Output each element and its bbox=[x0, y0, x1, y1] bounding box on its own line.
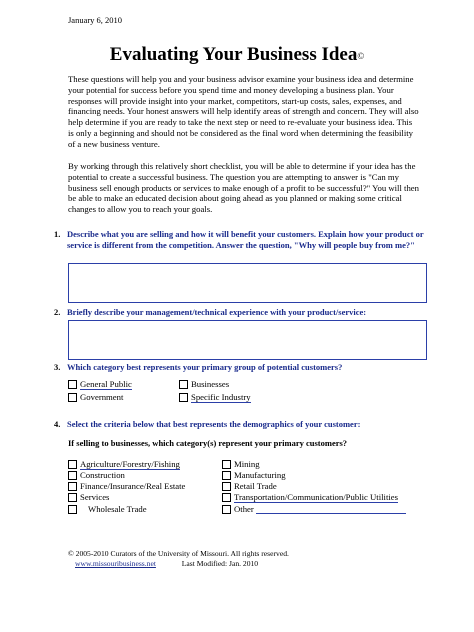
answer-field-2[interactable] bbox=[68, 320, 427, 360]
question-number: 4. bbox=[54, 419, 61, 429]
question-4-subheading: If selling to businesses, which category(s) represent your primary customers? bbox=[68, 438, 348, 448]
checkbox-label: Transportation/Communication/Public Utilities bbox=[234, 492, 399, 502]
checkbox-square[interactable] bbox=[68, 505, 77, 514]
checkbox-label: General Public bbox=[80, 379, 132, 389]
other-specify-field[interactable] bbox=[256, 504, 406, 514]
checkbox-label: Wholesale Trade bbox=[88, 504, 147, 514]
checkbox-other[interactable] bbox=[222, 504, 406, 514]
answer-field-1[interactable] bbox=[68, 263, 427, 303]
checkbox-square[interactable] bbox=[68, 482, 77, 491]
checkbox-square[interactable] bbox=[179, 380, 188, 389]
checkbox-square[interactable] bbox=[222, 493, 231, 502]
question-text: Select the criteria below that best represents the demographics of your customer: bbox=[67, 419, 361, 429]
question-number: 3. bbox=[54, 362, 61, 372]
checkbox-finance[interactable] bbox=[68, 481, 185, 491]
checkbox-square[interactable] bbox=[222, 460, 231, 469]
question-text: Briefly describe your management/technical experience with your product/service: bbox=[67, 307, 367, 317]
checkbox-square[interactable] bbox=[68, 393, 77, 402]
page-title-text: Evaluating Your Business Idea bbox=[109, 44, 358, 65]
website-link[interactable]: www.missouribusiness.net bbox=[75, 559, 156, 568]
checkbox-square[interactable] bbox=[179, 393, 188, 402]
checkbox-label: Construction bbox=[80, 470, 125, 480]
checkbox-manufacturing[interactable] bbox=[222, 470, 286, 480]
page-title bbox=[0, 44, 474, 66]
checkbox-square[interactable] bbox=[222, 482, 231, 491]
question-text: Describe what you are selling and how it will benefit your customers. Explain how your product or service is different from the competition. Answer the question, "Why will people buy from me?" bbox=[67, 229, 424, 250]
checkbox-square[interactable] bbox=[68, 460, 77, 469]
checkbox-label: Retail Trade bbox=[234, 481, 277, 491]
checkbox-label: Agriculture/Forestry/Fishing bbox=[80, 459, 180, 469]
question-number: 1. bbox=[54, 229, 61, 239]
intro-paragraph-2: By working through this relatively short checklist, you will be able to determine if your idea has the potential to create a successful business. The question you are attempting to answer is "Can my business sell enough products or services to make enough of a profit to be successful?" You will then be able to make an educated decision about going ahead as you planned or making some critical changes to allow you to reach your goals. bbox=[68, 161, 419, 215]
checkbox-agriculture[interactable] bbox=[68, 459, 180, 470]
checkbox-label: Finance/Insurance/Real Estate bbox=[80, 481, 186, 491]
checkbox-businesses[interactable] bbox=[179, 379, 229, 389]
checkbox-government[interactable] bbox=[68, 392, 123, 402]
question-number: 2. bbox=[54, 307, 61, 317]
checkbox-construction[interactable] bbox=[68, 470, 125, 480]
checkbox-label: Other bbox=[234, 504, 254, 514]
checkbox-square[interactable] bbox=[68, 380, 77, 389]
question-text: Which category best represents your primary group of potential customers? bbox=[67, 362, 343, 372]
checkbox-mining[interactable] bbox=[222, 459, 260, 469]
copyright-notice: © 2005-2010 Curators of the University of Missouri. All rights reserved. bbox=[68, 549, 289, 558]
checkbox-label: Manufacturing bbox=[234, 470, 286, 480]
copyright-mark: © bbox=[357, 51, 365, 61]
checkbox-label: Mining bbox=[234, 459, 260, 469]
checkbox-square[interactable] bbox=[68, 493, 77, 502]
checkbox-general-public[interactable] bbox=[68, 379, 132, 390]
checkbox-label: Specific Industry bbox=[191, 392, 251, 402]
checkbox-square[interactable] bbox=[222, 505, 231, 514]
intro-paragraph-1: These questions will help you and your business advisor examine your business idea and determine your potential for success before you spend time and money developing a business plan. Your responses will provide insight into your market, competitors, start-up costs, sales, expenses, and financing needs. Your honest answers will help identify areas of strength and concern. They will also help determine if you are ready to take the next step or need to re-evaluate your business idea. This is only a beginning and should not be considered as the final word when determining the feasibility of a new business venture. bbox=[68, 74, 419, 149]
checkbox-wholesale-trade[interactable] bbox=[68, 504, 147, 514]
checkbox-label: Services bbox=[80, 492, 110, 502]
footer-links bbox=[75, 559, 258, 568]
checkbox-transportation[interactable] bbox=[222, 492, 398, 503]
checkbox-services[interactable] bbox=[68, 492, 109, 502]
checkbox-square[interactable] bbox=[68, 471, 77, 480]
checkbox-label: Businesses bbox=[191, 379, 230, 389]
checkbox-square[interactable] bbox=[222, 471, 231, 480]
checkbox-retail-trade[interactable] bbox=[222, 481, 277, 491]
document-date: January 6, 2010 bbox=[68, 15, 123, 25]
checkbox-label: Government bbox=[80, 392, 124, 402]
last-modified: Last Modified: Jan. 2010 bbox=[181, 559, 259, 568]
checkbox-specific-industry[interactable] bbox=[179, 392, 251, 403]
